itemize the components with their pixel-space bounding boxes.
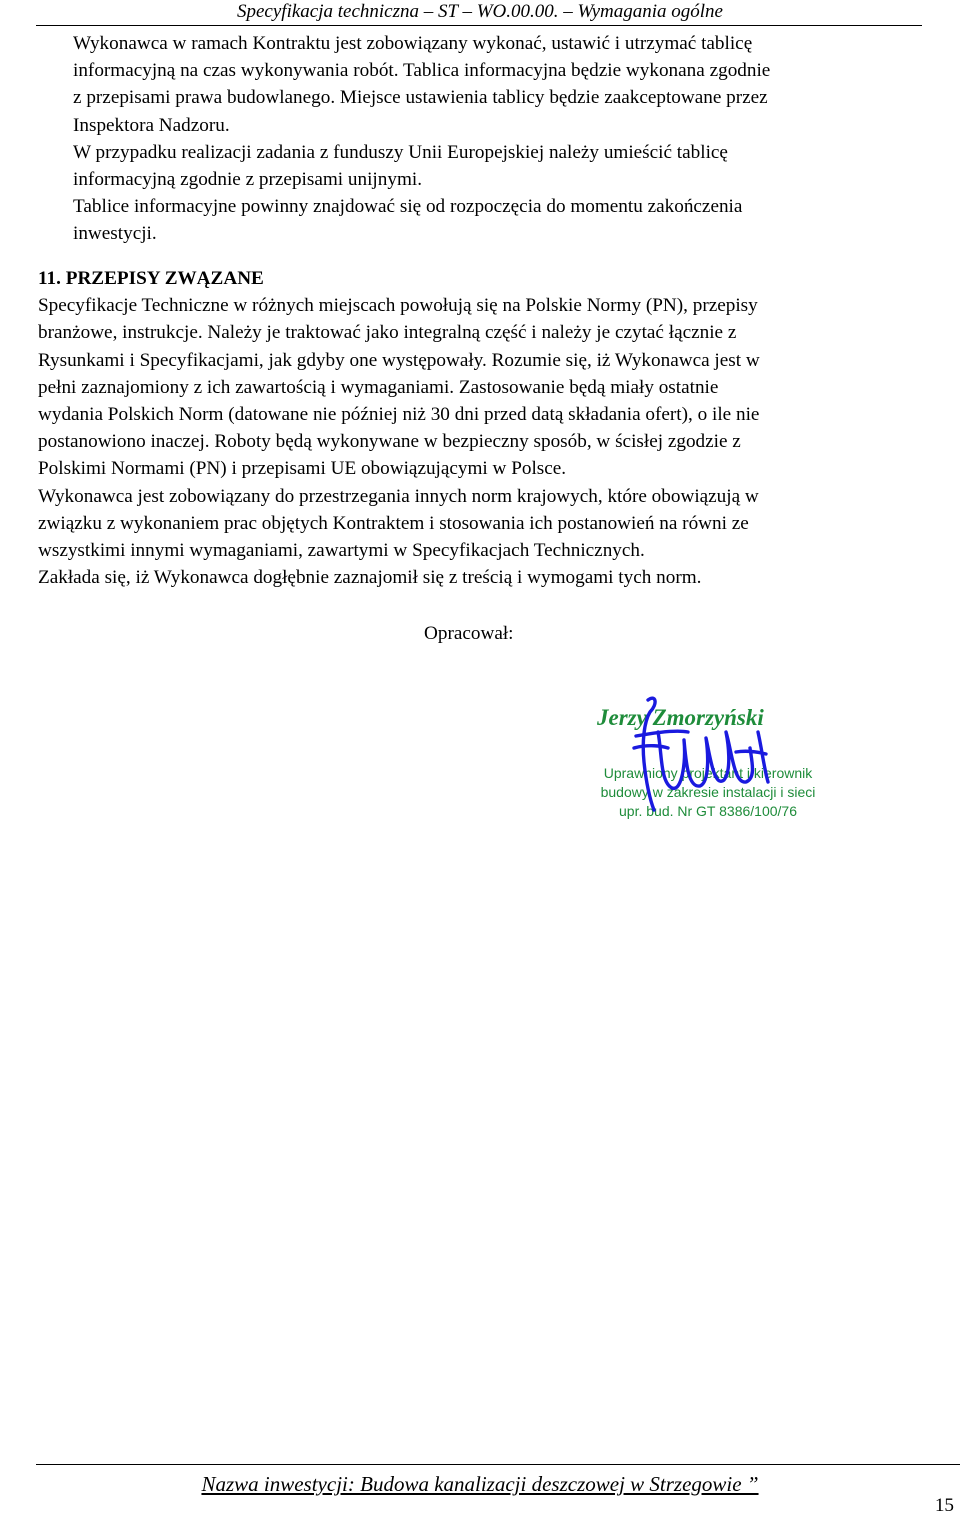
intro-paragraph [73,30,953,248]
stamp-line: budowy w zakresie instalacji i sieci [600,784,816,800]
section-line: Polskimi Normami (PN) i przepisami UE obowiązującymi w Polsce. [38,458,567,480]
section-regulations [38,265,953,591]
intro-line: inwestycji. [73,223,157,245]
header-rule [36,25,922,26]
footer-rule [36,1464,960,1465]
intro-line: z przepisami prawa budowlanego. Miejsce ustawienia tablicy będzie zaakceptowane przez [73,87,768,109]
page-number: 15 [934,1495,954,1516]
intro-line: W przypadku realizacji zadania z funduszy Unii Europejskiej należy umieścić tablicę [73,141,728,163]
page-footer [0,1470,960,1498]
prepared-by-label: Opracował: [424,623,514,644]
intro-line: Wykonawca w ramach Kontraktu jest zobowiązany wykonać, ustawić i utrzymać tablicę [73,33,753,54]
section-line: postanowiono inaczej. Roboty będą wykonywane w bezpieczny sposób, w ścisłej zgodzie z [38,431,741,453]
section-line: związku z wykonaniem prac objętych Kontraktem i stosowania ich postanowień na równi ze [38,512,749,534]
footer-project: Nazwa inwestycji: Budowa kanalizacji deszczowej w Strzegowie ” [201,1472,759,1496]
page-header [0,0,960,26]
section-line: Wykonawca jest zobowiązany do przestrzegania innych norm krajowych, które obowiązują w [38,485,759,507]
signature-stroke [634,698,768,810]
section-heading: 11. PRZEPISY ZWĄZANE [38,268,264,289]
section-line: pełni zaznajomiony z ich zawartością i wymaganiami. Zastosowanie będą miały ostatnie [38,376,719,398]
header-title: Specyfikacja techniczna – ST – WO.00.00. – Wymagania ogólne [236,1,723,22]
stamp-line: Uprawniony projektant i kierownik [603,765,813,781]
section-line: wydania Polskich Norm (datowane nie później niż 30 dni przed datą składania ofert), o ile nie [38,404,760,426]
intro-line: informacyjną zgodnie z przepisami unijnymi. [73,169,423,191]
section-line: wszystkimi innymi wymaganiami, zawartymi w Specyfikacjach Technicznych. [38,540,645,562]
stamp-line: upr. bud. Nr GT 8386/100/76 [619,803,797,819]
handwritten-signature [628,692,778,812]
section-line: Specyfikacje Techniczne w różnych miejscach powołują się na Polskie Normy (PN), przepisy [38,295,758,317]
section-line: branżowe, instrukcje. Należy je traktować jako integralną część i należy je czytać łącznie z [38,322,737,344]
section-line: Rysunkami i Specyfikacjami, jak gdyby one występowały. Rozumie się, iż Wykonawca jest w [38,349,760,371]
intro-line: Inspektora Nadzoru. [73,114,230,136]
intro-line: Tablice informacyjne powinny znajdować się od rozpoczęcia do momentu zakończenia [73,196,743,218]
intro-line: informacyjną na czas wykonywania robót. Tablica informacyjna będzie wykonana zgodnie [73,60,771,82]
section-line: Zakłada się, iż Wykonawca dogłębnie zaznajomił się z treścią i wymogami tych norm. [38,567,702,589]
stamp-name: Jerzy Zmorzyński [597,705,764,730]
